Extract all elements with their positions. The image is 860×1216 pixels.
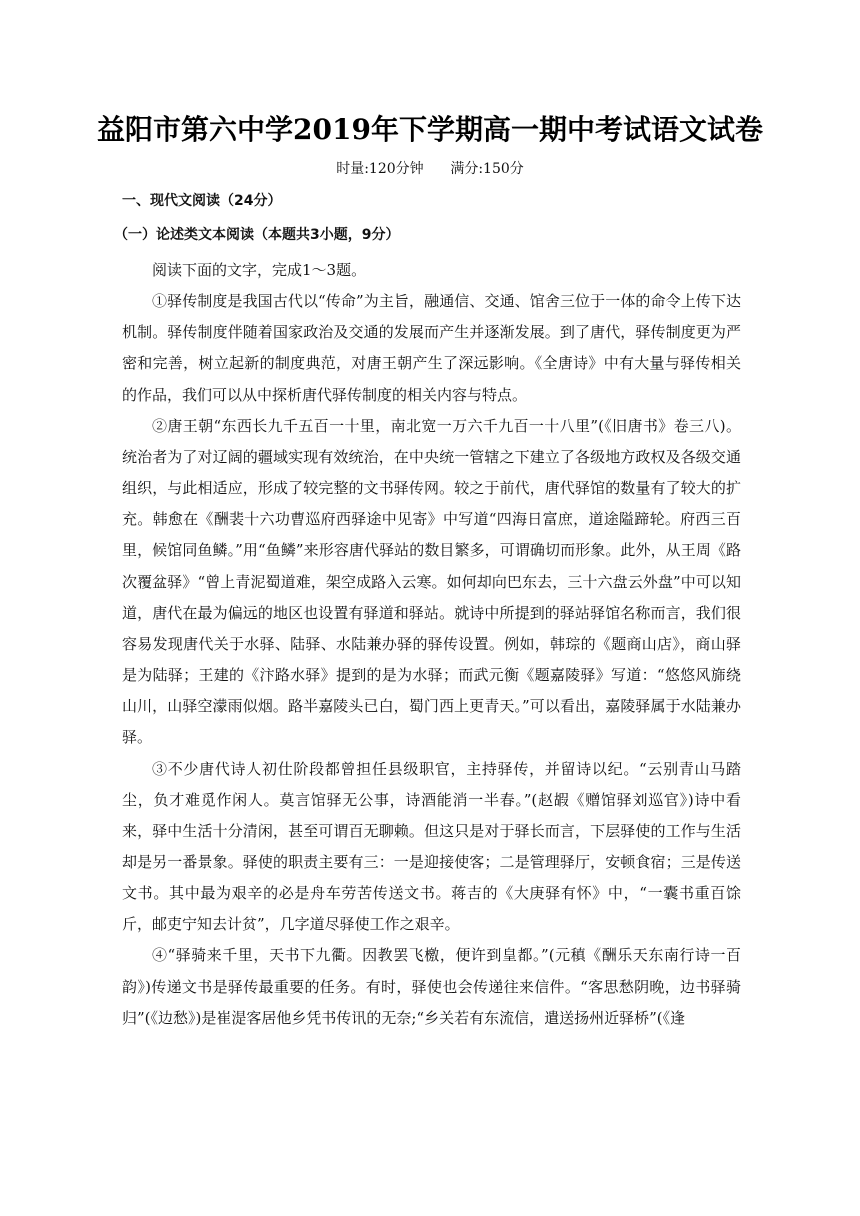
exam-title: 益阳市第六中学2019年下学期高一期中考试语文试卷 xyxy=(97,113,763,146)
reading-passage xyxy=(122,255,741,1034)
paragraph-1: ①驿传制度是我国古代以“传命”为主旨，融通信、交通、馆舍三位于一体的命令上传下达机制。驿传制度伴随着国家政治及交通的发展而产生并逐渐发展。到了唐代，驿传制度更为严密和完善，树立起新的制度典范，对唐王朝产生了深远影响。《全唐诗》中有大量与驿传相关的作品，我们可以从中探析唐代驿传制度的相关内容与特点。 xyxy=(122,292,741,404)
section-heading-part1: 一、现代文阅读（24分） xyxy=(122,193,282,209)
paragraph-2: ②唐王朝“东西长九千五百一十里，南北宽一万六千九百一十八里”(《旧唐书》卷三八)。统治者为了对辽阔的疆域实现有效统治，在中央统一管辖之下建立了各级地方政权及各级交通组织，与此相适应，形成了较完整的文书驿传网。较之于前代，唐代驿馆的数量有了较大的扩充。韩愈在《酬裴十六功曹巡府西驿途中见寄》中写道“四海日富庶，道途隘蹄轮。府西三百里，候馆同鱼鳞。”用“鱼鳞”来形容唐代驿站的数目繁多，可谓确切而形象。此外，从王周《路次覆盆驿》“曾上青泥蜀道难，架空成路入云寒。如何却向巴东去，三十六盘云外盘”中可以知道，唐代在最为偏远的地区也设置有驿道和驿站。就诗中所提到的驿站驿馆名称而言，我们很容易发现唐代关于水驿、陆驿、水陆兼办驿的驿传设置。例如，韩琮的《题商山店》，商山驿是为陆驿；王建的《汴路水驿》提到的是为水驿；而武元衡《题嘉陵驿》写道：“悠悠风旆绕山川，山驿空濛雨似烟。路半嘉陵头已白，蜀门西上更青天。”可以看出，嘉陵驿属于水陆兼办驿。 xyxy=(122,416,741,747)
paragraph-4: ④“驿骑来千里，天书下九衢。因教罢飞檄，便许到皇都。”(元稹《酬乐天东南行诗一百韵》)传递文书是驿传最重要的任务。有时，驿使也会传递往来信件。“客思愁阴晚，边书驿骑归”(《边愁》)是崔湜客居他乡凭书传讯的无奈;“乡关若有东流信，遣送扬州近驿桥”(《逢 xyxy=(122,946,741,1027)
exam-time-score: 时量:120分钟 满分:150分 xyxy=(336,161,524,177)
section-heading-part1-sub1: （一）论述类文本阅读（本题共3小题，9分） xyxy=(114,227,400,243)
instruction-text: 阅读下面的文字，完成1～3题。 xyxy=(152,261,367,279)
paragraph-3: ③不少唐代诗人初仕阶段都曾担任县级职官，主持驿传，并留诗以纪。“云别青山马踏尘，负才难觅作闲人。莫言馆驿无公事，诗酒能消一半春。”(赵嘏《赠馆驿刘巡官》)诗中看来，驿中生活十分清闲，甚至可谓百无聊赖。但这只是对于驿长而言，下层驿使的工作与生活却是另一番景象。驿使的职责主要有三：一是迎接使客；二是管理驿厅，安顿食宿；三是传送文书。其中最为艰辛的必是舟车劳苦传送文书。蒋吉的《大庚驿有怀》中，“一囊书重百馀斤，邮吏宁知去计贫”，几字道尽驿使工作之艰辛。 xyxy=(122,759,741,934)
